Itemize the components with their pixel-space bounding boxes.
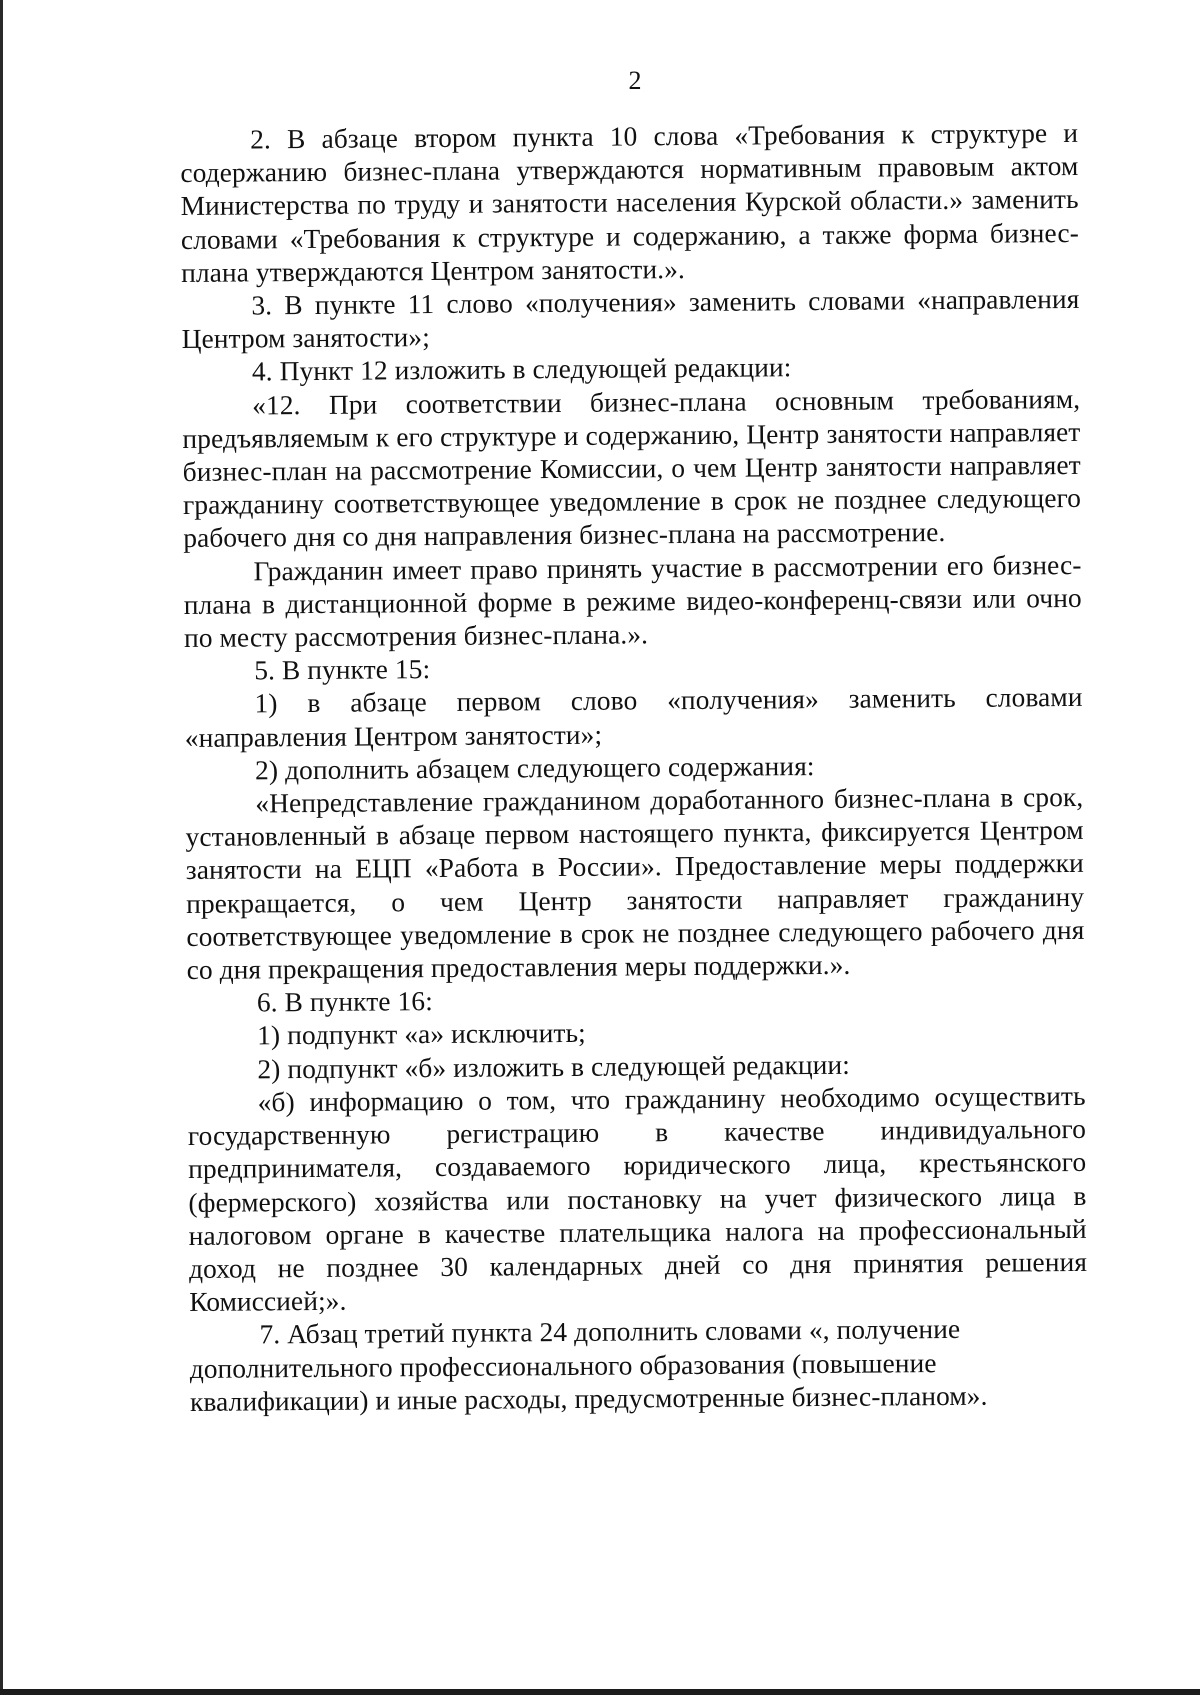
document-body: [180, 117, 1088, 1419]
paragraph-item-6: 6. В пункте 16:: [256, 986, 433, 1018]
paragraph-quote-b: «б) информацию о том, что гражданину необходимо осуществить государственную регистрацию в качестве индивидуального предпринимателя, создаваемого юридического лица, крестьянского (фермерского) хозяйства или постановку на учет физического лица в налоговом органе в качестве плательщика налога на профессиональный доход не позднее 30 календарных дней со дня принятия решения Комиссией;».: [187, 1080, 1088, 1318]
paragraph-quote-nonsubmission: «Непредставление гражданином доработанного бизнес-плана в срок, установленный в абзаце первом настоящего пункта, фиксируется Центром занятости на ЕЦП «Работа в России». Предоставление меры поддержки прекращается, о чем Центр занятости направляет гражданину соответствующее уведомление в срок не позднее следующего рабочего дня со дня прекращения предоставления меры поддержки.».: [185, 781, 1085, 986]
paragraph-item-5: 5. В пункте 15:: [254, 654, 431, 686]
paragraph-item-3: 3. В пункте 11 слово «получения» заменить словами «направления Центром занятости»;: [181, 283, 1080, 355]
page-number: 2: [628, 66, 642, 95]
paragraph-item-4: 4. Пункт 12 изложить в следующей редакции:: [251, 352, 792, 387]
paragraph-quote-12: «12. При соответствии бизнес-плана основным требованиям, предъявляемым к его структуре и содержанию, Центр занятости направляет бизнес-план на рассмотрение Комиссии, о чем Центр занятости направляет гражданину соответствующее уведомление в срок не позднее следующего рабочего дня со дня направления бизнес-плана на рассмотрение.: [182, 383, 1082, 554]
scan-edge-bottom: [0, 1689, 1200, 1695]
paragraph-item-5-2: 2) дополнить абзацем следующего содержания:: [254, 750, 815, 786]
paragraph-item-2: 2. В абзаце втором пункта 10 слова «Требования к структуре и содержанию бизнес-плана утверждаются нормативным правовым актом Министерства по труду и занятости населения Курской области.» заменить словами «Требования к структуре и содержанию, а также форма бизнес-плана утверждаются Центром занятости.».: [180, 117, 1079, 288]
paragraph-item-5-1: 1) в абзаце первом слово «получения» заменить словами «направления Центром занятости»;: [184, 682, 1083, 753]
paragraph-item-7: 7. Абзац третий пункта 24 дополнить словами «, получение дополнительного профессионального образования (повышение квалификации) и иные расходы, предусмотренные бизнес-планом».: [189, 1314, 988, 1417]
paragraph-quote-12-citizen: Гражданин имеет право принять участие в рассмотрении его бизнес-плана в дистанционной форме в режиме видео-конференц-связи или очно по месту рассмотрения бизнес-плана.».: [183, 549, 1082, 654]
paragraph-item-6-2: 2) подпункт «б» изложить в следующей редакции:: [257, 1049, 851, 1085]
paragraph-item-6-1: 1) подпункт «а» исключить;: [257, 1018, 586, 1051]
scan-edge-left: [0, 0, 3, 1695]
